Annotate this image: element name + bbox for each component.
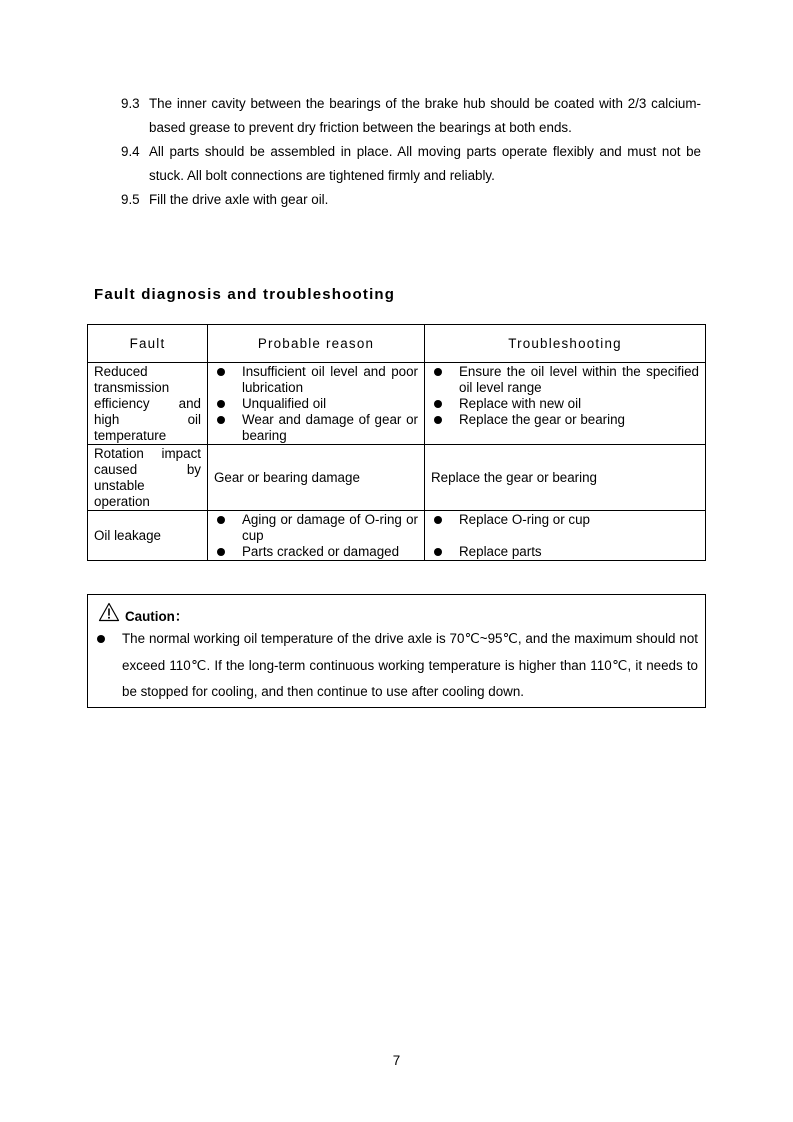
bullet-icon: [97, 635, 105, 643]
warning-triangle-icon: [98, 602, 120, 622]
step-9-5: [121, 188, 701, 212]
list-item: Parts cracked or damaged: [214, 544, 418, 560]
fix-cell: Replace the gear or bearing: [425, 445, 706, 511]
page-number: 7: [392, 1053, 401, 1068]
fix-cell: [425, 363, 706, 445]
bullet-icon: [217, 548, 225, 556]
list-item: Replace the gear or bearing: [431, 412, 699, 428]
step-number: 9.4: [121, 144, 140, 159]
bullet-icon: [434, 416, 442, 424]
caution-box: [87, 594, 706, 708]
list-item: Ensure the oil level within the specified oil level range: [431, 364, 699, 396]
bullet-icon: [217, 416, 225, 424]
bullet-icon: [217, 400, 225, 408]
table-row: [88, 445, 706, 511]
header-fault: Fault: [88, 325, 208, 363]
list-item: Wear and damage of gear or bearing: [214, 412, 418, 444]
bullet-icon: [217, 368, 225, 376]
fault-cell: Reduced transmission efficiency and high oil temperature: [88, 363, 208, 445]
step-9-3: [121, 92, 701, 140]
list-item: Unqualified oil: [214, 396, 418, 412]
header-reason: Probable reason: [208, 325, 425, 363]
list-item: Insufficient oil level and poor lubrication: [214, 364, 418, 396]
step-text: Fill the drive axle with gear oil.: [149, 192, 329, 207]
assembly-steps: [121, 92, 701, 212]
fix-cell: [425, 511, 706, 561]
bullet-icon: [434, 368, 442, 376]
bullet-icon: [434, 400, 442, 408]
caution-text: The normal working oil temperature of the drive axle is 70℃~95℃, and the maximum should not exceed 110℃. If the long-term continuous working temperature is higher than 110℃, it needs to be stopped for cooling, and then continue to use after cooling down.: [122, 631, 698, 699]
step-text: The inner cavity between the bearings of the brake hub should be coated with 2/3 calcium-based grease to prevent dry friction between the bearings at both ends.: [149, 96, 701, 135]
caution-header: [98, 602, 188, 622]
bullet-icon: [217, 516, 225, 524]
table-header-row: [88, 325, 706, 363]
reason-cell: [208, 511, 425, 561]
reason-cell: [208, 363, 425, 445]
header-troubleshooting: Troubleshooting: [425, 325, 706, 363]
bullet-icon: [434, 548, 442, 556]
step-9-4: [121, 140, 701, 188]
fault-table: [87, 324, 706, 561]
list-item: Replace O-ring or cup: [431, 512, 699, 528]
table-row: [88, 511, 706, 561]
step-number: 9.3: [121, 96, 140, 111]
list-item: Replace with new oil: [431, 396, 699, 412]
reason-cell: Gear or bearing damage: [208, 445, 425, 511]
table-row: [88, 363, 706, 445]
step-text: All parts should be assembled in place. All moving parts operate flexibly and must not be stuck. All bolt connections are tightened firmly and reliably.: [149, 144, 701, 183]
bullet-icon: [434, 516, 442, 524]
fault-cell: Oil leakage: [88, 511, 208, 561]
step-number: 9.5: [121, 192, 140, 207]
list-item: Aging or damage of O-ring or cup: [214, 512, 418, 544]
caution-label: Caution：: [125, 608, 189, 624]
section-title: Fault diagnosis and troubleshooting: [94, 286, 396, 303]
list-item: Replace parts: [431, 544, 699, 560]
fault-cell: Rotation impact caused by unstable operation: [88, 445, 208, 511]
